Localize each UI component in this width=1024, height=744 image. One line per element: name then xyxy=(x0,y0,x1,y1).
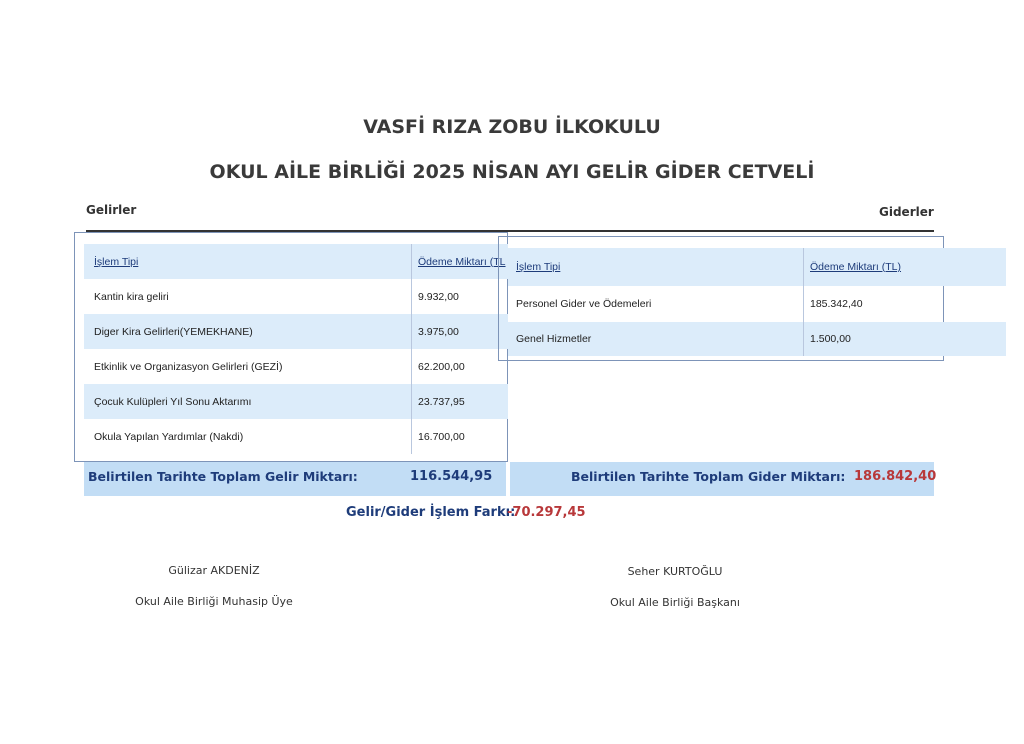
expense-row-type: Genel Hizmetler xyxy=(516,333,592,345)
income-row-amount: 23.737,95 xyxy=(418,395,465,408)
income-column-divider xyxy=(411,244,412,454)
expense-column-divider xyxy=(803,248,804,356)
expense-row xyxy=(508,322,1006,356)
income-row-amount: 9.932,00 xyxy=(418,290,459,303)
expense-row-type: Personel Gider ve Ödemeleri xyxy=(516,298,652,310)
income-row-type: Etkinlik ve Organizasyon Gelirleri (GEZİ) xyxy=(94,360,283,373)
school-title: VASFİ RIZA ZOBU İLKOKULU xyxy=(363,116,661,138)
income-row-amount: 16.700,00 xyxy=(418,430,465,443)
signature-name-president: Seher KURTOĞLU xyxy=(627,565,723,578)
income-table xyxy=(74,232,508,462)
expense-table xyxy=(498,236,1006,361)
income-row-type: Kantin kira geliri xyxy=(94,290,169,303)
signature-role-treasurer: Okul Aile Birliği Muhasip Üye xyxy=(135,595,293,608)
income-row xyxy=(84,384,508,419)
signature-role-president: Okul Aile Birliği Başkanı xyxy=(610,596,740,609)
income-col-amount: Ödeme Miktarı (TL xyxy=(418,255,506,268)
expense-row-amount: 185.342,40 xyxy=(810,298,863,310)
difference-label: Gelir/Gider İşlem Farkı: xyxy=(346,505,516,520)
income-total-bar xyxy=(84,462,506,496)
income-row-type: Çocuk Kulüpleri Yıl Sonu Aktarımı xyxy=(94,395,252,408)
income-col-type: İşlem Tipi xyxy=(94,255,139,268)
income-row-type: Okula Yapılan Yardımlar (Nakdi) xyxy=(94,430,244,443)
income-row-amount: 3.975,00 xyxy=(418,325,459,338)
expense-total-bar xyxy=(510,462,937,496)
income-header-row xyxy=(84,244,508,279)
page-title: OKUL AİLE BİRLİĞİ 2025 NİSAN AYI GELİR GİDER CETVELİ xyxy=(209,161,815,183)
signature-name-treasurer: Gülizar AKDENİZ xyxy=(168,564,260,577)
expense-total-label: Belirtilen Tarihte Toplam Gider Miktarı: xyxy=(571,469,846,484)
income-row xyxy=(84,349,508,384)
income-row-type: Diger Kira Gelirleri(YEMEKHANE) xyxy=(94,325,253,338)
income-row-amount: 62.200,00 xyxy=(418,360,465,373)
income-section-label: Gelirler xyxy=(86,203,137,217)
income-row xyxy=(84,419,508,454)
expense-total-value: 186.842,40 xyxy=(854,469,937,484)
expense-row-amount: 1.500,00 xyxy=(810,333,851,345)
income-total-label: Belirtilen Tarihte Toplam Gelir Miktarı: xyxy=(88,469,358,484)
expense-header-row xyxy=(508,248,1006,286)
expense-row xyxy=(508,286,1006,322)
difference-value: -70.297,45 xyxy=(507,505,586,520)
expense-col-type: İşlem Tipi xyxy=(516,261,561,273)
income-total-value: 116.544,95 xyxy=(410,469,493,484)
income-row xyxy=(84,279,508,314)
expense-col-amount: Ödeme Miktarı (TL) xyxy=(810,261,902,273)
income-row xyxy=(84,314,508,349)
expense-section-label: Giderler xyxy=(879,205,934,219)
